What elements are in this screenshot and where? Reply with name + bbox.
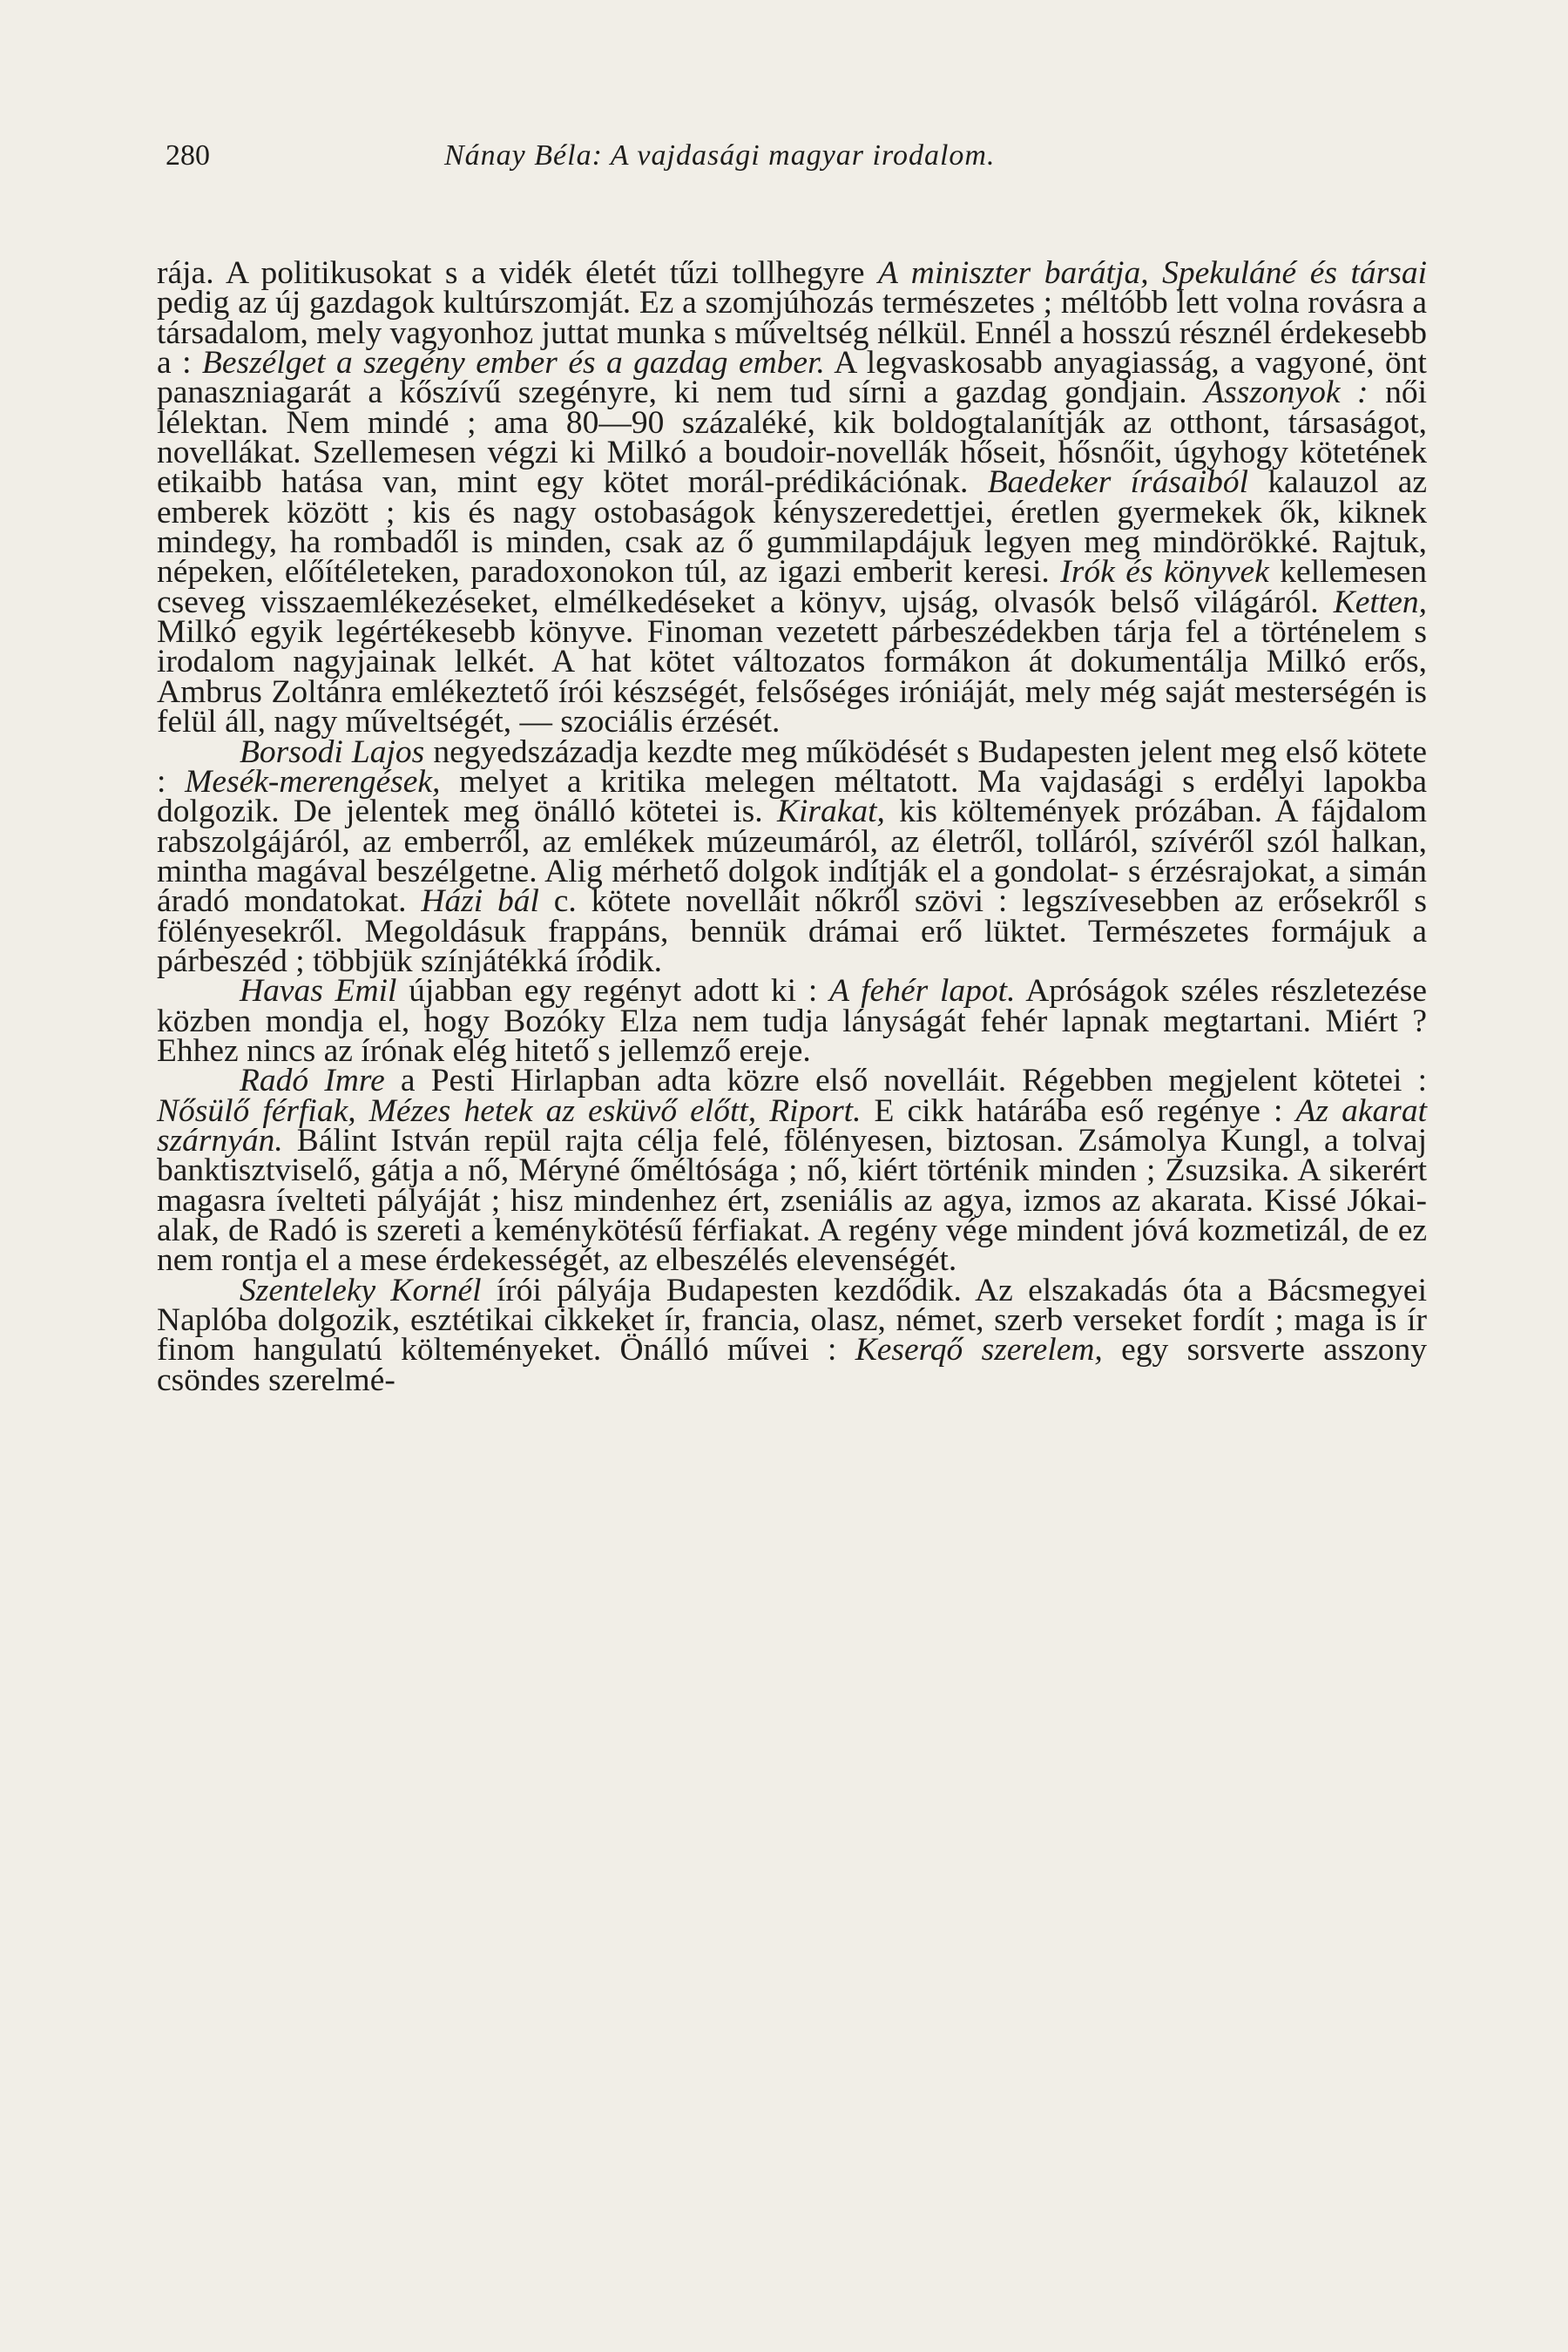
running-head: [166, 139, 1424, 183]
text-run: egy sorsverte asszony csöndes szerelmé-: [157, 1332, 1427, 1398]
work-title: Irók és könyvek: [1060, 554, 1269, 591]
work-title: Borsodi Lajos: [240, 733, 425, 770]
text-run: E cikk határába eső regénye :: [861, 1092, 1296, 1129]
text-run: Bálint István repül rajta célja felé, fölényesen, biztosan. Zsámolya Kungl, a tolvaj banktisztviselő, gátja a nő, Méryné őméltósága ; nő, kiért történik minden ; Zsuzsika. A sikerért magasra ívelteti pályáját ; hisz mindenhez ért, zseniális az agya, izmos az akarata. Kissé Jókai-alak, de Radó is szereti a keménykötésű férfiakat. A regény vége mindent jóvá kozmetizál, de ez nem rontja el a mese érdekességét, az elbeszélés elevenségét.: [157, 1122, 1427, 1279]
running-title: Nánay Béla: A vajdasági magyar irodalom.: [444, 139, 996, 172]
text-run: Apróságok széles részletezése közben mondja el, hogy Bozóky Elza nem tudja lányságát fehér lapnak megtartani. Miért ? Ehhez nincs az írónak elég hitető s jellemző ereje.: [157, 973, 1427, 1069]
body-text: [157, 255, 1428, 1398]
text-run: Milkó egyik legértékesebb könyve. Finoman vezetett párbeszédekben tárja fel a történelem s irodalom nagyjainak lelkét. A hat kötet változatos formákon át dokumentálja Milkó erős, Ambrus Zoltánra emlékeztető írói készségét, felsőséges iróniáját, mely még saját mesterségén is felül áll, nagy műveltségét, — szociális érzését.: [157, 614, 1427, 740]
work-title: Baedeker írásaiból: [987, 464, 1249, 501]
text-run: melyet a kritika melegen méltatott. Ma vajdasági s erdélyi lapokba dolgozik. De jelentek meg önálló kötetei is.: [157, 763, 1427, 830]
text-run: írói pályája Budapesten kezdődik. Az elszakadás óta a Bácsmegyei Naplóba dolgozik, esztétikai cikkeket ír, francia, olasz, német, szerb verseket fordít ; maga is ír finom hangulatú költeményeket. Önálló művei :: [157, 1272, 1427, 1369]
text-run: negyedszázadja kezdte meg működését s Budapesten jelent meg első kötete :: [157, 733, 1427, 800]
work-title: Házi bál: [421, 883, 539, 920]
paragraph-milko: [157, 255, 1428, 740]
work-title: Beszélget a szegény ember és a gazdag ember.: [201, 345, 825, 382]
text-run: kellemesen cseveg visszaemlékezéseket, elmélkedéseket a könyv, ujság, olvasók belső világáról.: [157, 554, 1427, 620]
paragraph-havas: [157, 973, 1427, 1069]
work-title: Ketten,: [1333, 584, 1427, 620]
paragraph-szenteleky: [157, 1272, 1427, 1398]
text-run: női lélektan. Nem mindé ; ama 80—90 százaléké, kik boldogtalanítják az otthont, társaságot, novellákat. Szellemesen végzi ki Milkó a boudoir-novellák hőseit, hősnőit, úgyhogy kötetének etikaibb hatása van, mint egy kötet morál-prédikációnak.: [157, 375, 1428, 501]
text-run: pedig az új gazdagok kultúrszomját. Ez a szomjúhozás természetes ; méltóbb lett volna rovásra a társadalom, mely vagyonhoz juttat munka s műveltség nélkül. Ennél a hosszú résznél érdekesebb a :: [157, 285, 1427, 382]
text-run: A legvaskosabb anyagiasság, a vagyoné, önt panaszniagarát a kőszívű szegényre, ki nem tud sírni a gazdag gondjain.: [157, 345, 1427, 411]
work-title: A fehér lapot.: [829, 973, 1016, 1010]
paragraph-rado: [157, 1063, 1427, 1279]
work-title: Kirakat,: [776, 794, 885, 830]
work-title: Radó Imre: [240, 1063, 385, 1099]
work-title: Nősülő férfiak, Mézes hetek az esküvő előtt, Riport.: [157, 1092, 862, 1129]
work-title: Asszonyok :: [1204, 375, 1369, 411]
text-run: újabban egy regényt adott ki :: [396, 973, 830, 1010]
work-title: Mesék-merengések,: [185, 763, 441, 800]
work-title: Keserqő szerelem,: [855, 1332, 1103, 1369]
text-run: c. kötete novelláit nőkről szövi : legszívesebben az erősekről s fölényesekről. Megoldásuk frappáns, bennük drámai erő lüktet. Természetes formájuk a párbeszéd ; többjük színjátékká íródik.: [157, 883, 1427, 979]
text-run: kalauzol az emberek között ; kis és nagy ostobaságok kényszeredettjei, éretlen gyermekek ők, kiknek mindegy, ha rombadől is minden, csak az ő gummilapdájuk legyen meg mindörökké. Rajtuk, népeken, előítéleteken, paradoxonokon túl, az igazi emberit keresi.: [157, 464, 1427, 591]
paragraph-borsodi: [157, 733, 1427, 979]
work-title: Az akarat szárnyán.: [157, 1092, 1427, 1159]
work-title: A miniszter barátja, Spekuláné és társai: [878, 255, 1427, 291]
page-number: 280: [166, 139, 210, 172]
text-run: kis költemények prózában. A fájdalom rabszolgájáról, az emberről, az emlékek múzeumáról, az életről, tolláról, szívéről szól halkan, mintha magával beszélgetne. Alig mérhető dolgok indítják el a gondolat- s érzésrajokat, a simán áradó mondatokat.: [157, 794, 1427, 920]
text-run: rája. A politikusokat s a vidék életét tűzi tollhegyre: [157, 255, 878, 291]
work-title: Havas Emil: [240, 973, 397, 1010]
text-run: a Pesti Hirlapban adta közre első novelláit. Régebben megjelent kötetei :: [384, 1063, 1427, 1099]
work-title: Szenteleky Kornél: [240, 1272, 482, 1308]
